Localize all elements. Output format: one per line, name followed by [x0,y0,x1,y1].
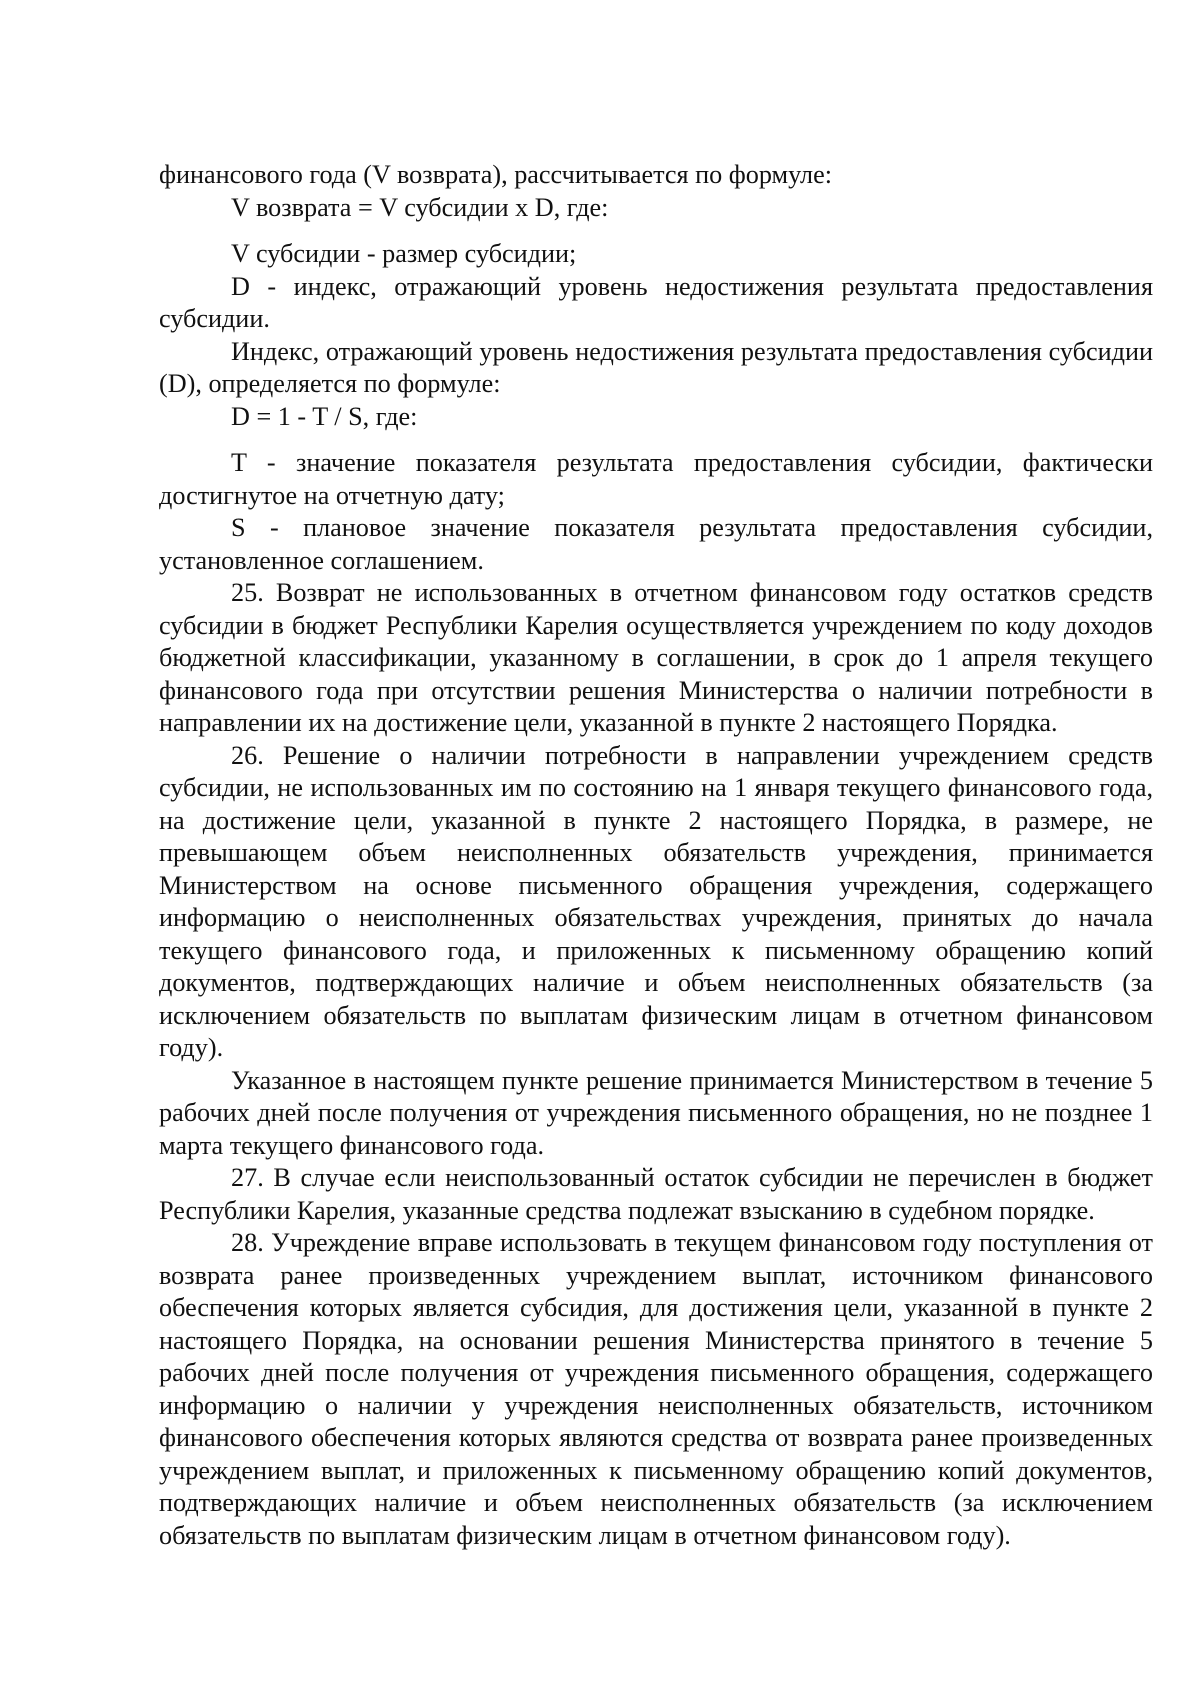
definition-v-subsidy: V субсидии - размер субсидии; [231,239,577,268]
clause-26: 26. Решение о наличии потребности в направлении учреждением средств субсидии, не использованных им по состоянию на 1 января текущего финансового года, на достижение цели, указанной в пункте 2 настоящего Порядка, в размере, не превышающем объем неисполненных обязательств учреждения, принимается Министерством на основе письменного обращения учреждения, содержащего информацию о неисполненных обязательствах учреждения, принятых до начала текущего финансового года, и приложенных к письменному обращению копий документов, подтверждающих наличие и объем неисполненных обязательств (за исключением обязательств по выплатам физическим лицам в отчетном финансовом году). [159,740,1153,1062]
clause-26-decision: Указанное в настоящем пункте решение принимается Министерством в течение 5 рабочих дней после получения от учреждения письменного обращения, но не позднее 1 марта текущего финансового года. [159,1065,1153,1160]
formula-v-return: V возврата = V субсидии x D, где: [231,192,609,222]
document-body [159,159,1153,1552]
definition-d-index: D - индекс, отражающий уровень недостижения результата предоставления субсидии. [159,271,1153,333]
definition-t: T - значение показателя результата предоставления субсидии, фактически достигнутое на отчетную дату; [159,448,1153,510]
formula-intro-continuation: финансового года (V возврата), рассчитывается по формуле: [159,160,833,189]
clause-28: 28. Учреждение вправе использовать в текущем финансовом году поступления от возврата ранее произведенных учреждением выплат, источником финансового обеспечения которых является субсидия, для достижения цели, указанной в пункте 2 настоящего Порядка, на основании решения Министерства принятого в течение 5 рабочих дней после получения от учреждения письменного обращения, содержащего информацию о наличии у учреждения неисполненных обязательств, источником финансового обеспечения которых являются средства от возврата ранее произведенных учреждением выплат, и приложенных к письменному обращению копий документов, подтверждающих наличие и объем неисполненных обязательств (за исключением обязательств по выплатам физическим лицам в отчетном финансовом году). [159,1228,1153,1550]
definition-s: S - плановое значение показателя результата предоставления субсидии, установленное соглашением. [159,513,1153,575]
formula-d: D = 1 - T / S, где: [231,401,418,431]
clause-27: 27. В случае если неиспользованный остаток субсидии не перечислен в бюджет Республики Карелия, указанные средства подлежат взысканию в судебном порядке. [159,1163,1153,1225]
index-formula-intro: Индекс, отражающий уровень недостижения результата предоставления субсидии (D), определяется по формуле: [159,336,1153,398]
clause-25: 25. Возврат не использованных в отчетном финансовом году остатков средств субсидии в бюджет Республики Карелия осуществляется учреждением по коду доходов бюджетной классификации, указанному в соглашении, в срок до 1 апреля текущего финансового года при отсутствии решения Министерства о наличии потребности в направлении их на достижение цели, указанной в пункте 2 настоящего Порядка. [159,578,1153,737]
